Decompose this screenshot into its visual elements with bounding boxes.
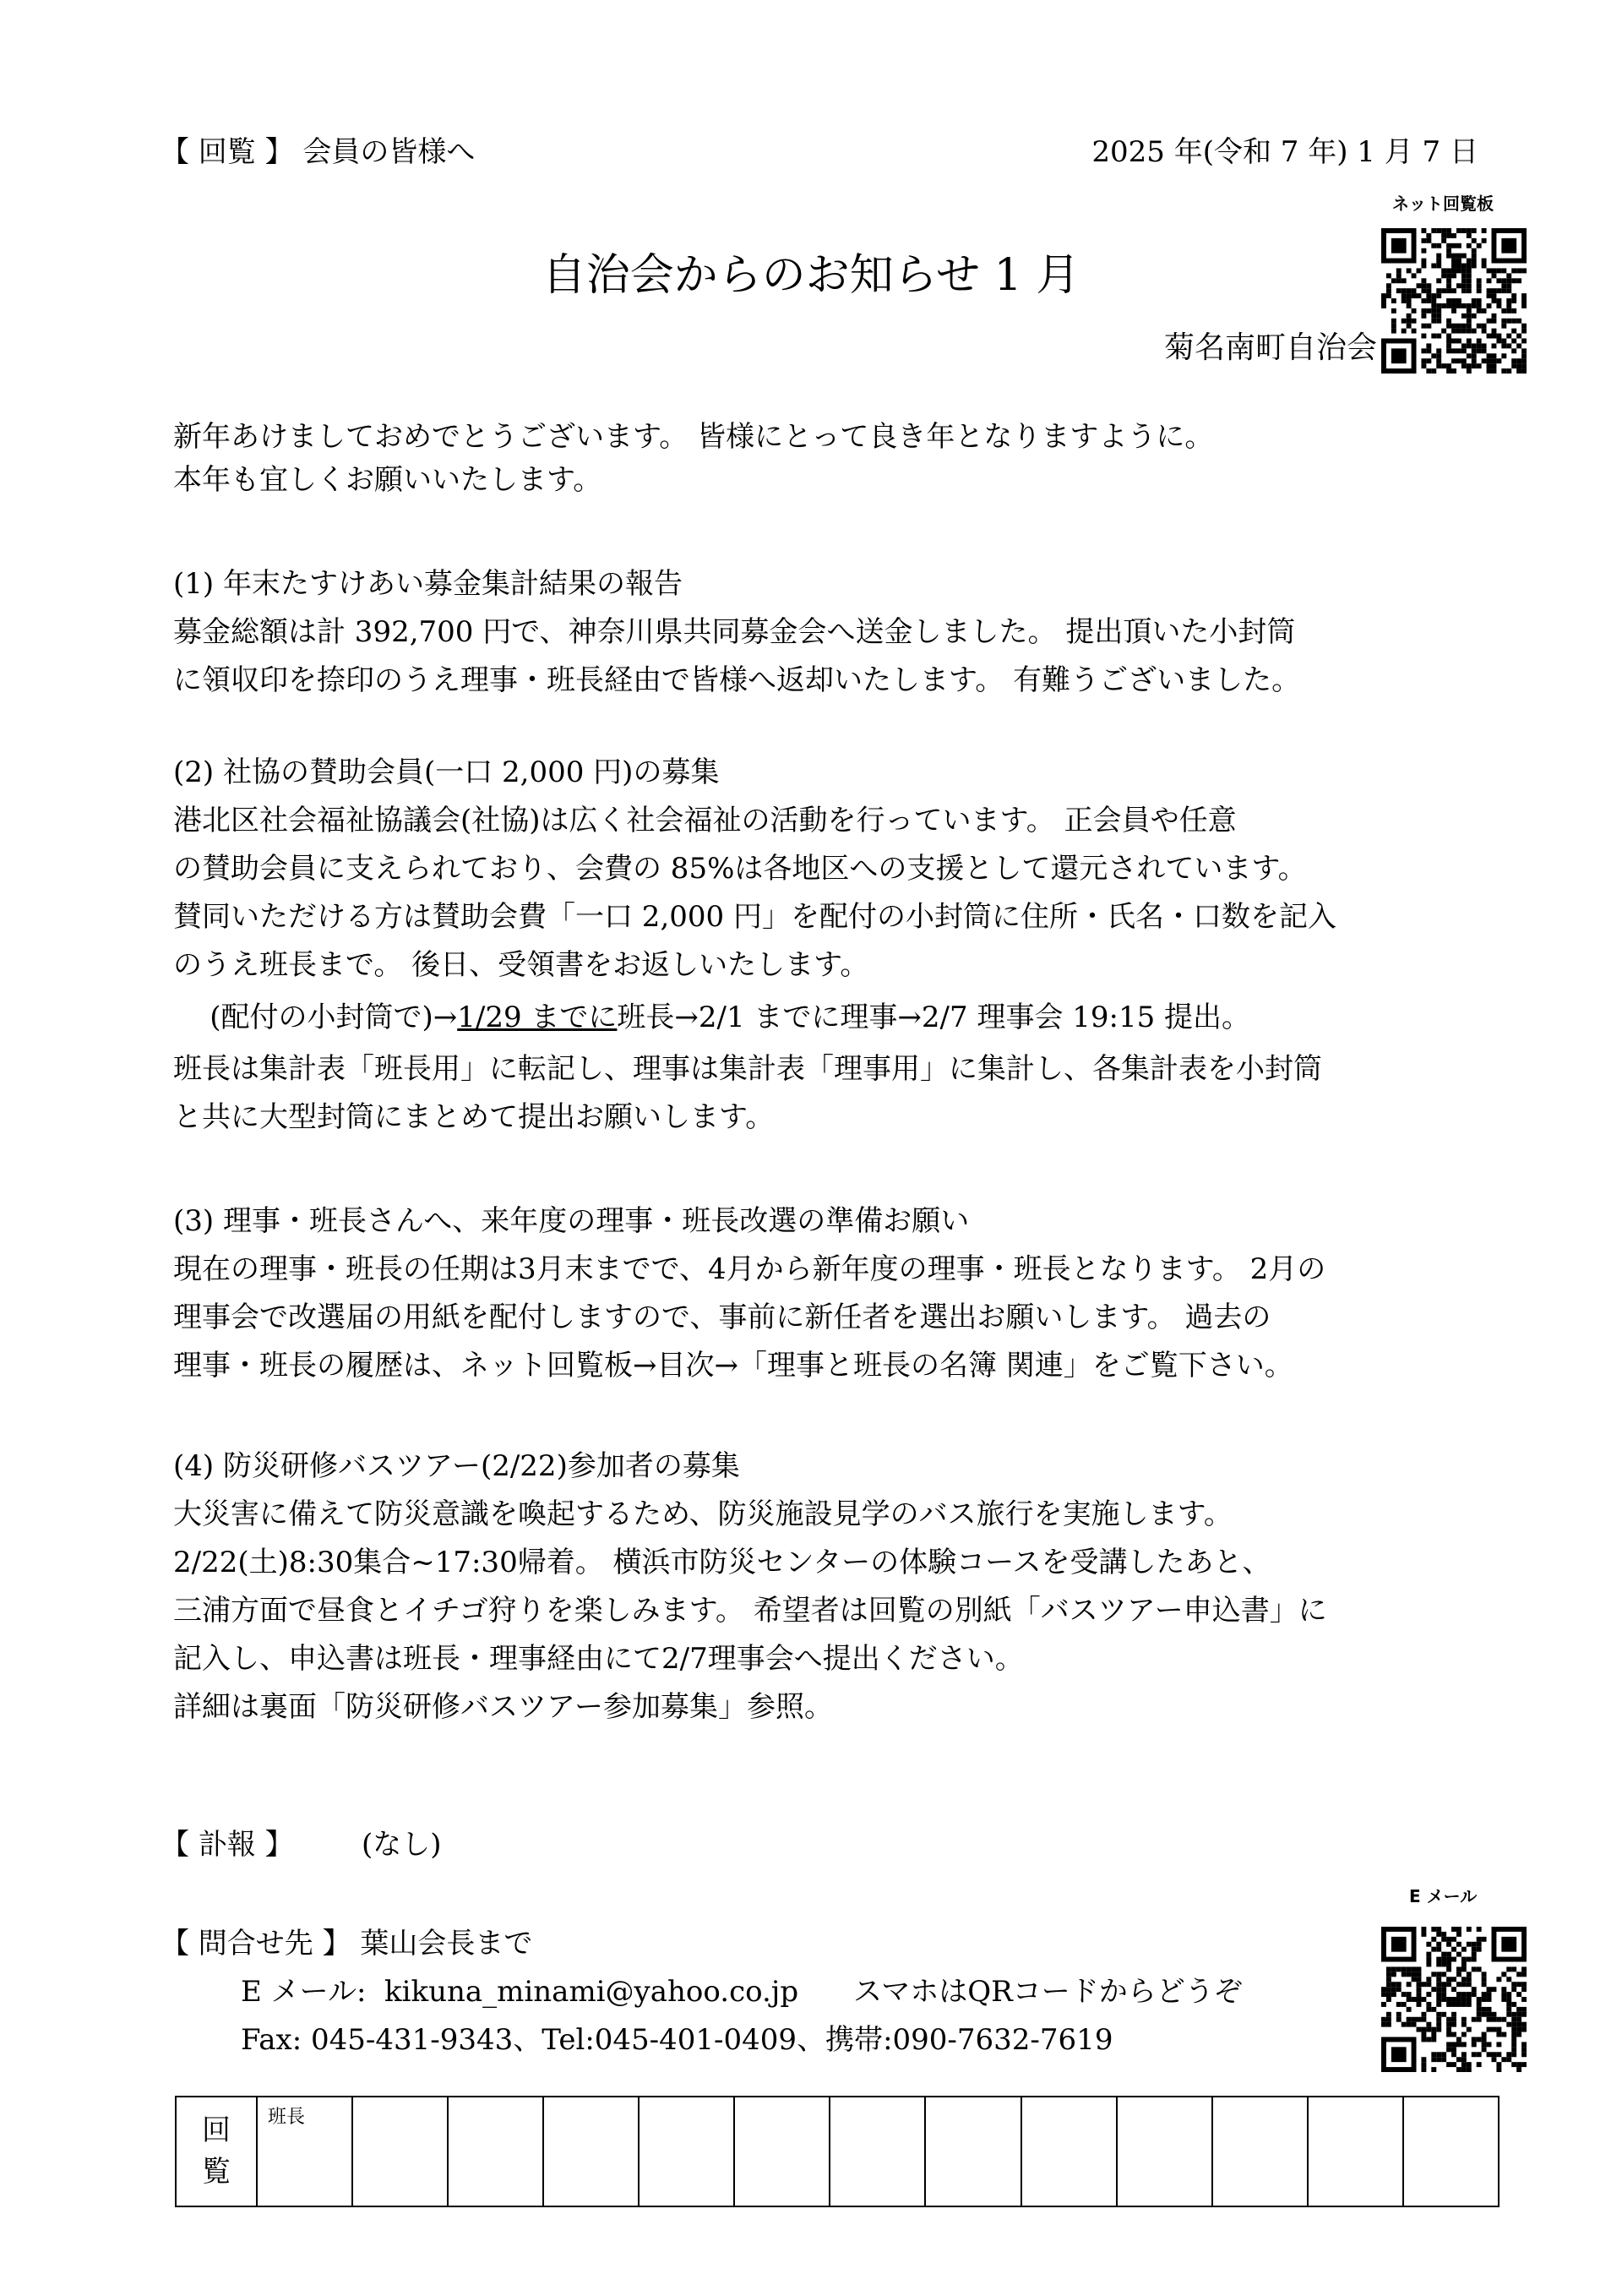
contact-phone-line: Fax: 045-431-9343、Tel:045-401-0409、携帯:090-7632-7619 — [241, 2023, 1113, 2057]
section-4-line-2: 2/22(土)8:30集合~17:30帰着。 横浜市防災センターの体験コースを受講したあと、 — [173, 1546, 1271, 1579]
flow-suffix: 班長→2/1 までに理事→2/7 理事会 19:15 提出。 — [617, 1001, 1251, 1034]
kairan-signoff-table — [175, 2096, 1500, 2207]
net-board-qr-label: ネット回覧板 — [1392, 194, 1494, 214]
section-1-line-1: 募金総額は計 392,700 円で、神奈川県共同募金会へ送金しました。 提出頂いた小封筒 — [173, 615, 1296, 649]
section-4-line-5: 詳細は裏面「防災研修バスツアー参加募集」参照。 — [173, 1690, 833, 1724]
section-2-heading: (2) 社協の賛助会員(一口 2,000 円)の募集 — [173, 755, 720, 789]
obituary-label: 【 訃報 】 — [161, 1828, 294, 1862]
greeting-line-1: 新年あけましておめでとうございます。 皆様にとって良き年となりますように。 — [173, 420, 1214, 454]
kairan-cell[interactable] — [352, 2097, 448, 2206]
section-2-flow-line — [173, 1003, 1250, 1032]
section-2-line-6: と共に大型封筒にまとめて提出お願いします。 — [173, 1100, 775, 1134]
greeting-line-2: 本年も宜しくお願いいたします。 — [173, 463, 602, 497]
section-2-line-1: 港北区社会福祉協議会(社協)は広く社会福祉の活動を行っています。 正会員や任意 — [173, 804, 1237, 837]
kairan-cell[interactable] — [543, 2097, 639, 2206]
section-1-heading: (1) 年末たすけあい募金集計結果の報告 — [173, 567, 683, 601]
email-qr-code[interactable] — [1381, 1927, 1527, 2072]
email-qr-label: E メール — [1409, 1886, 1478, 1906]
section-3-line-2: 理事会で改選届の用紙を配付しますので、事前に新任者を選出お願いします。 過去の — [173, 1301, 1271, 1334]
obituary-value: (なし) — [362, 1828, 442, 1862]
section-2-line-2: の賛助会員に支えられており、会費の 85%は各地区への支援として還元されています。 — [173, 852, 1307, 886]
section-2-line-4: のうえ班長まで。 後日、受領書をお返しいたします。 — [173, 948, 869, 982]
flow-deadline-underlined: 1/29 までに — [457, 1001, 618, 1034]
section-2-line-3: 賛同いただける方は賛助会費「一口 2,000 円」を配付の小封筒に住所・氏名・口数を記入 — [173, 900, 1336, 934]
section-4-heading: (4) 防災研修バスツアー(2/22)参加者の募集 — [173, 1449, 740, 1483]
section-4-line-3: 三浦方面で昼食とイチゴ狩りを楽しみます。 希望者は回覧の別紙「バスツアー申込書」に — [173, 1594, 1327, 1628]
document-date: 2025 年(令和 7 年) 1 月 7 日 — [1091, 135, 1478, 169]
contact-label: 【 問合せ先 】 葉山会長まで — [161, 1927, 533, 1961]
section-4-line-1: 大災害に備えて防災意識を喚起するため、防災施設見学のバス旅行を実施します。 — [173, 1497, 1233, 1531]
section-4-line-4: 記入し、申込書は班長・理事経由にて2/7理事会へ提出ください。 — [173, 1642, 1024, 1676]
kairan-cell[interactable] — [1403, 2097, 1499, 2206]
kairan-cell[interactable] — [1212, 2097, 1308, 2206]
flow-prefix: (配付の小封筒で)→ — [173, 1001, 458, 1034]
kairan-cell[interactable] — [734, 2097, 830, 2206]
kairan-label-bottom: 覧 — [202, 2155, 231, 2189]
organization-name: 菊名南町自治会 — [1163, 330, 1377, 365]
kairan-label-top: 回 — [202, 2113, 231, 2147]
kairan-table-label — [176, 2097, 257, 2206]
contact-email-line[interactable]: E メール: kikuna_minami@yahoo.co.jp スマホはQRコードからどうぞ — [241, 1975, 1243, 2009]
kairan-cell[interactable] — [448, 2097, 543, 2206]
kairan-cell[interactable] — [639, 2097, 734, 2206]
section-2-line-5: 班長は集計表「班長用」に転記し、理事は集計表「理事用」に集計し、各集計表を小封筒 — [173, 1052, 1322, 1086]
kairan-cell[interactable] — [1308, 2097, 1403, 2206]
kairan-cell[interactable] — [925, 2097, 1021, 2206]
section-3-line-3: 理事・班長の履歴は、ネット回覧板→目次→「理事と班長の名簿 関連」をご覧下さい。 — [173, 1349, 1293, 1383]
kairan-cell[interactable] — [830, 2097, 925, 2206]
kairan-cell[interactable] — [1117, 2097, 1212, 2206]
section-3-line-1: 現在の理事・班長の任期は3月末までで、4月から新年度の理事・班長となります。 2月の — [173, 1252, 1326, 1286]
page-title: 自治会からのお知らせ 1 月 — [542, 250, 1080, 301]
kairan-cell[interactable] — [1021, 2097, 1117, 2206]
kairan-cell-hancho[interactable]: 班長 — [257, 2097, 352, 2206]
kairan-tag: 【 回覧 】 会員の皆様へ — [161, 135, 476, 169]
section-1-line-2: に領収印を捺印のうえ理事・班長経由で皆様へ返却いたします。 有難うございました。 — [173, 663, 1301, 697]
section-3-heading: (3) 理事・班長さんへ、来年度の理事・班長改選の準備お願い — [173, 1204, 970, 1238]
